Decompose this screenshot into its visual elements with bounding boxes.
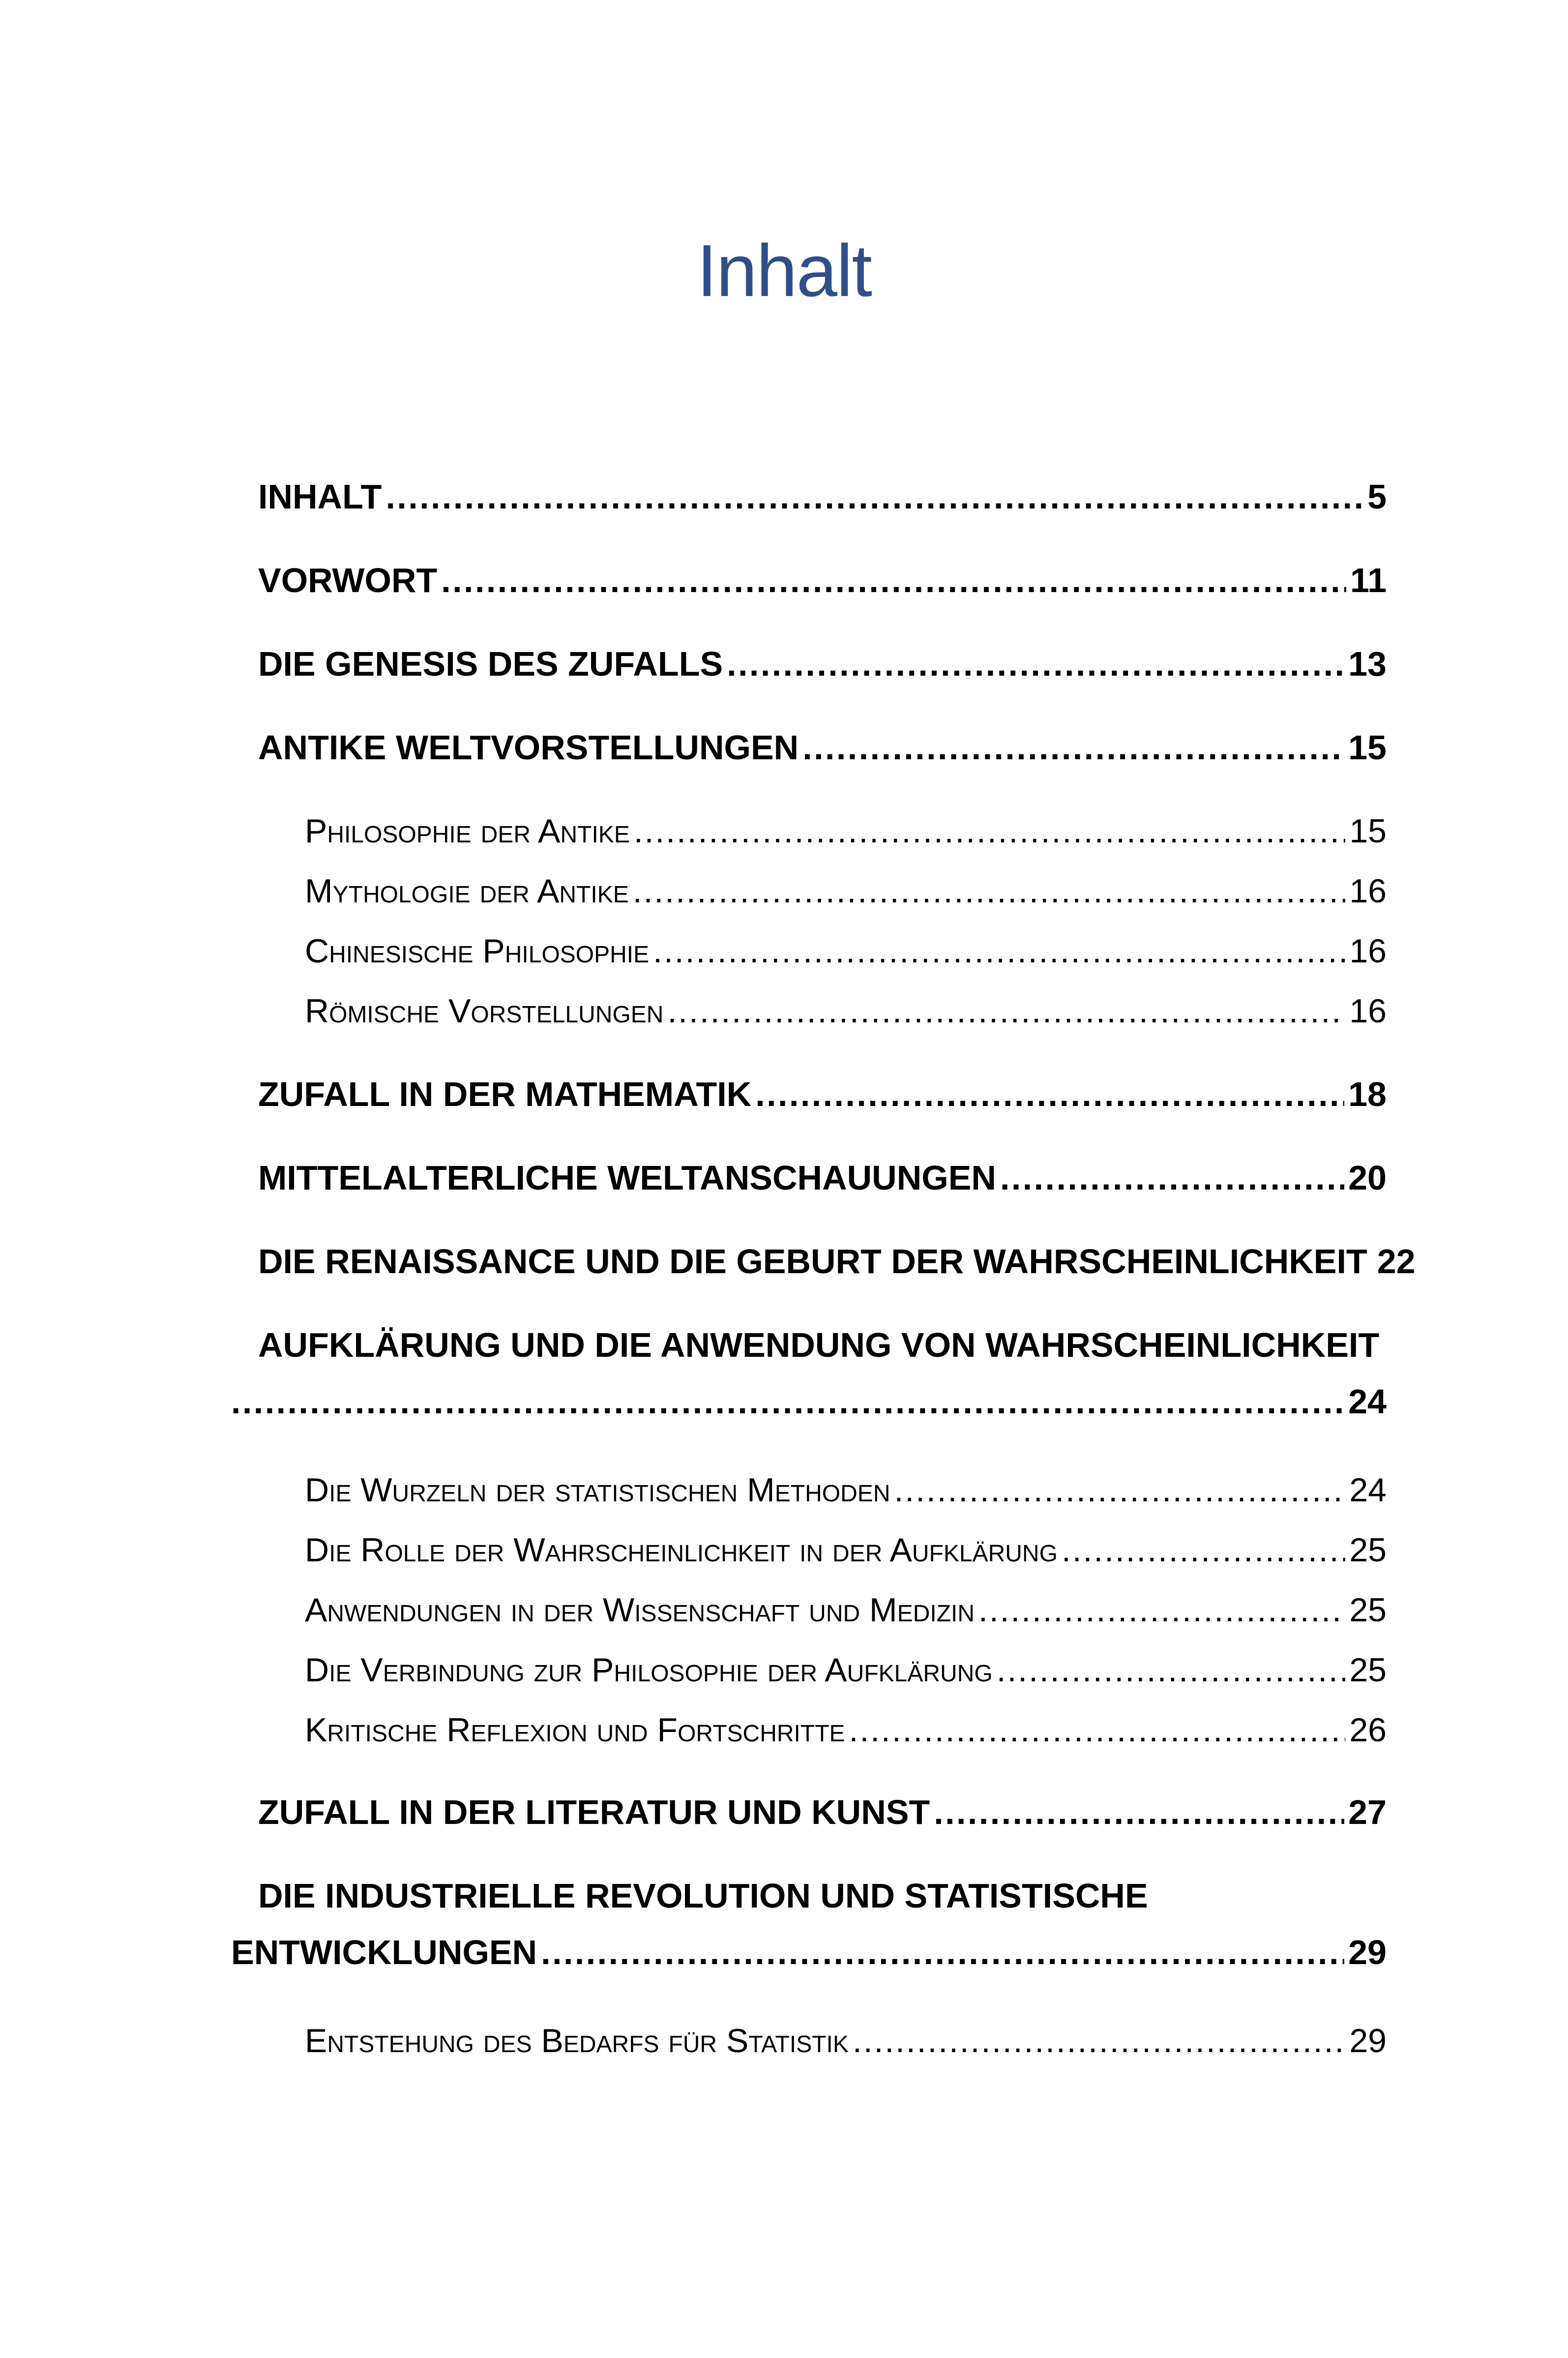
toc-subentry[interactable] <box>305 809 1387 853</box>
toc-subentry-page: 16 <box>1349 932 1387 970</box>
toc-subentry[interactable] <box>305 1528 1387 1572</box>
toc-subentry[interactable] <box>305 989 1387 1033</box>
toc-entry-page: 13 <box>1348 645 1387 683</box>
toc-subentry[interactable] <box>305 1588 1387 1632</box>
toc-subentry-title: Entstehung des Bedarfs für Statistik <box>305 2022 849 2060</box>
toc-entry-page: 20 <box>1348 1159 1387 1197</box>
toc-subentry-title: Philosophie der Antike <box>305 812 630 850</box>
toc-subentry[interactable] <box>305 929 1387 973</box>
dot-leader <box>1062 1528 1345 1572</box>
toc-entry-page: 15 <box>1348 728 1387 767</box>
toc-subentry-title: Anwendungen in der Wissenschaft und Medizin <box>305 1591 975 1629</box>
toc-entry[interactable] <box>258 558 1387 602</box>
toc-entry-title-line1[interactable]: AUFKLÄRUNG UND DIE ANWENDUNG VON WAHRSCHEINLICHKEIT <box>258 1326 1380 1364</box>
dot-leader <box>755 1072 1344 1116</box>
toc-subentry-title: Chinesische Philosophie <box>305 932 650 970</box>
dot-leader <box>385 475 1363 519</box>
toc-entry-page: 5 <box>1367 478 1387 516</box>
dot-leader <box>1000 1156 1344 1200</box>
toc-subentry[interactable] <box>305 2019 1387 2063</box>
toc-entry-title: MITTELALTERLICHE WELTANSCHAUUNGEN <box>258 1159 996 1197</box>
dot-leader <box>653 929 1345 973</box>
toc-entry-title: VORWORT <box>258 561 438 599</box>
toc-subentry[interactable] <box>305 1708 1387 1752</box>
toc-entry-page: 24 <box>1348 1382 1387 1421</box>
toc-subentry-title: Die Verbindung zur Philosophie der Aufklärung <box>305 1651 993 1689</box>
toc-entry-title: DIE GENESIS DES ZUFALLS <box>258 645 723 683</box>
toc-subentry-page: 25 <box>1349 1531 1387 1569</box>
toc-entry-title: DIE RENAISSANCE UND DIE GEBURT DER WAHRSCHEINLICHKEIT <box>258 1242 1367 1281</box>
dot-leader <box>727 642 1344 686</box>
toc-subentry-title: Römische Vorstellungen <box>305 992 664 1030</box>
dot-leader <box>849 1708 1346 1752</box>
dot-leader <box>802 725 1344 770</box>
toc-entry-continuation[interactable] <box>231 1930 1387 1974</box>
dot-leader <box>934 1790 1344 1834</box>
toc-subentry-page: 16 <box>1349 872 1387 910</box>
dot-leader <box>853 2019 1345 2063</box>
dot-leader <box>634 809 1346 853</box>
toc-entry[interactable] <box>258 725 1387 770</box>
toc-entry-page: 11 <box>1350 561 1387 599</box>
toc-subentry-page: 24 <box>1349 1471 1387 1509</box>
toc-subentry-page: 25 <box>1349 1651 1387 1689</box>
toc-entry-title: ZUFALL IN DER MATHEMATIK <box>258 1075 752 1113</box>
toc-entry-page: 18 <box>1348 1075 1387 1113</box>
dot-leader <box>441 558 1346 602</box>
dot-leader <box>894 1468 1345 1512</box>
toc-subentry[interactable] <box>305 869 1387 913</box>
toc-entry[interactable] <box>258 475 1387 519</box>
toc-subentry[interactable] <box>305 1468 1387 1512</box>
toc-entry[interactable] <box>258 1156 1387 1200</box>
dot-leader <box>667 989 1345 1033</box>
toc-subentry-title: Kritische Reflexion und Fortschritte <box>305 1711 845 1749</box>
toc-entry-title: INHALT <box>258 478 382 516</box>
dot-leader <box>633 869 1346 913</box>
toc-subentry-page: 15 <box>1349 812 1387 850</box>
toc-subentry-title: Die Rolle der Wahrscheinlichkeit in der Aufklärung <box>305 1531 1058 1569</box>
page-title: Inhalt <box>697 229 871 312</box>
toc-subentry-page: 29 <box>1349 2022 1387 2060</box>
toc-entry-page: 27 <box>1348 1793 1387 1831</box>
toc-entry-title-line2: ENTWICKLUNGEN <box>231 1933 537 1971</box>
toc-entry[interactable] <box>258 642 1387 686</box>
toc-subentry-title: Die Wurzeln der statistischen Methoden <box>305 1471 890 1509</box>
toc-entry-title: ZUFALL IN DER LITERATUR UND KUNST <box>258 1793 930 1831</box>
dot-leader <box>541 1930 1344 1974</box>
toc-entry-title-line1[interactable]: DIE INDUSTRIELLE REVOLUTION UND STATISTISCHE <box>258 1877 1148 1915</box>
dot-leader <box>231 1379 1344 1424</box>
toc-subentry-page: 26 <box>1349 1711 1387 1749</box>
toc-entry-page: 22 <box>1377 1242 1416 1281</box>
toc-subentry[interactable] <box>305 1648 1387 1692</box>
toc-entry[interactable] <box>258 1072 1387 1116</box>
toc-entry-page: 29 <box>1348 1933 1387 1971</box>
toc-entry-continuation[interactable] <box>231 1379 1387 1424</box>
toc-subentry-page: 25 <box>1349 1591 1387 1629</box>
toc-entry[interactable] <box>258 1239 1416 1283</box>
toc-entry[interactable] <box>258 1790 1387 1834</box>
dot-leader <box>978 1588 1345 1632</box>
toc-subentry-page: 16 <box>1349 992 1387 1030</box>
toc-entry-title: ANTIKE WELTVORSTELLUNGEN <box>258 728 799 767</box>
dot-leader <box>997 1648 1346 1692</box>
toc-subentry-title: Mythologie der Antike <box>305 872 629 910</box>
